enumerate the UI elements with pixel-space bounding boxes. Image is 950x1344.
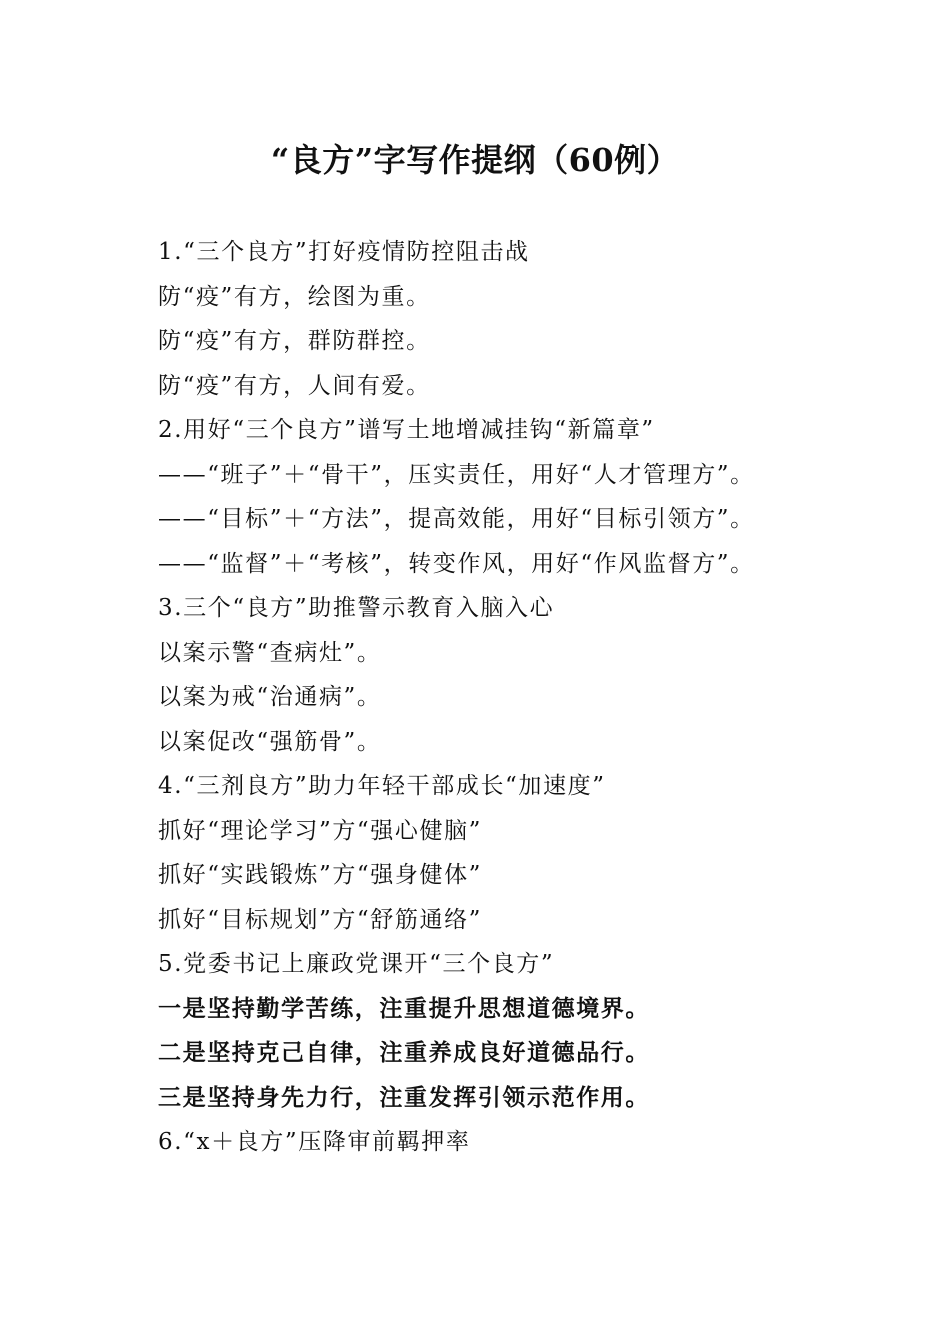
body-line: ——“班子”＋“骨干”，压实责任，用好“人才管理方”。 xyxy=(158,461,755,488)
body-line: 抓好“理论学习”方“强心健脑” xyxy=(158,817,483,844)
heading-5: 5.党委书记上廉政党课开“三个良方” xyxy=(158,951,555,977)
heading-4: 4.“三剂良方”助力年轻干部成长“加速度” xyxy=(158,773,606,799)
body-line: 防“疫”有方，绘图为重。 xyxy=(158,283,431,310)
document-title: “良方”字写作提纲（60例） xyxy=(270,141,680,179)
body-line: 以案为戒“治通病”。 xyxy=(158,684,382,710)
body-line: 抓好“目标规划”方“舒筋通络” xyxy=(158,906,483,933)
body-line: 一是坚持勤学苦练，注重提升思想道德境界。 xyxy=(158,994,650,1022)
body-line: 以案促改“强筋骨”。 xyxy=(158,728,382,755)
body-line: 防“疫”有方，人间有爱。 xyxy=(158,372,431,399)
body-line: 以案示警“查病灶”。 xyxy=(158,639,382,666)
heading-2: 2.用好“三个良方”谱写土地增减挂钩“新篇章” xyxy=(158,417,655,443)
body-line: 二是坚持克己自律，注重养成良好道德品行。 xyxy=(158,1039,650,1066)
document-body xyxy=(158,230,938,1165)
heading-1: 1.“三个良方”打好疫情防控阻击战 xyxy=(158,239,530,265)
body-line: 三是坚持身先力行，注重发挥引领示范作用。 xyxy=(158,1083,650,1111)
heading-6: 6.“x＋良方”压降审前羁押率 xyxy=(158,1129,471,1155)
body-line: 抓好“实践锻炼”方“强身健体” xyxy=(158,862,483,888)
body-line: ——“目标”＋“方法”，提高效能，用好“目标引领方”。 xyxy=(158,506,755,532)
heading-3: 3.三个“良方”助推警示教育入脑入心 xyxy=(158,595,555,621)
body-line: ——“监督”＋“考核”，转变作风，用好“作风监督方”。 xyxy=(158,550,755,577)
body-line: 防“疫”有方，群防群控。 xyxy=(158,328,431,354)
